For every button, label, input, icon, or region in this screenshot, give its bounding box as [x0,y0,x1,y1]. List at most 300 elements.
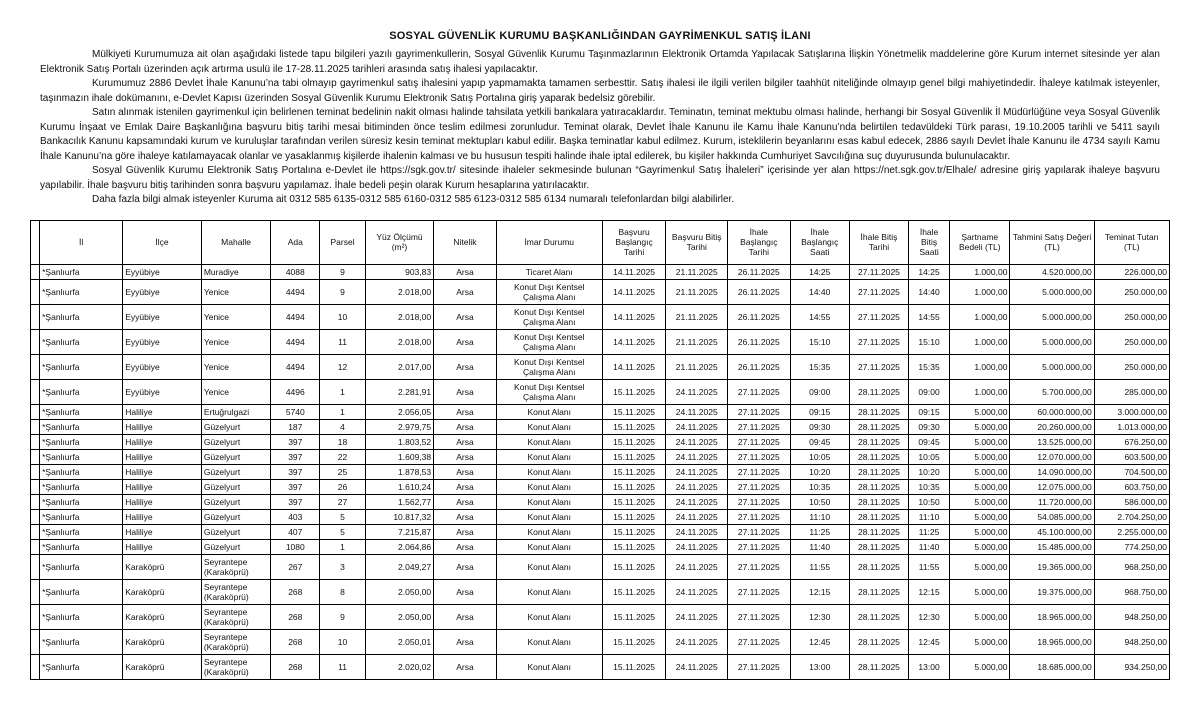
column-header: Tahmini Satış Değeri (TL) [1010,220,1094,264]
table-cell: 28.11.2025 [849,579,908,604]
table-cell: 948.250,00 [1094,629,1169,654]
table-cell: Güzelyurt [201,524,270,539]
table-cell: 24.11.2025 [666,509,728,524]
table-cell: Konut Dışı Kentsel Çalışma Alanı [496,279,602,304]
intro-paragraph: Sosyal Güvenlik Kurumu Elektronik Satış Portalına e-Devlet ile https://sgk.gov.tr/ sitesinde ihaleler sekmesinde bulunan “Gayrimenkul Satış İhaleleri” içerisinde yer alan https://net.sgk.gov.tr/Elhale/ adresine giriş yapılarak ihaleye başvuru yapılabilir. İhale başvuru bitiş tarihinden sonra başvuru yapılamaz. İhale bedeli peşin olarak Kurum hesaplarına yatırılacaktır. [40,165,1160,191]
table-cell: 268 [271,654,320,679]
table-cell: 2.049,27 [365,554,433,579]
table-cell: 15.11.2025 [602,494,666,509]
table-cell: Yenice [201,279,270,304]
table-cell: 14.11.2025 [602,304,666,329]
table-cell: 10:05 [790,449,849,464]
table-cell: 26.11.2025 [727,329,790,354]
table-cell: Konut Alanı [496,404,602,419]
table-cell: 27.11.2025 [727,434,790,449]
table-row [31,404,1170,419]
table-cell: 27.11.2025 [727,494,790,509]
column-header: Şartname Bedeli (TL) [950,220,1010,264]
table-cell: 12.070.000,00 [1010,449,1094,464]
table-cell: Güzelyurt [201,464,270,479]
table-cell: 09:45 [909,434,950,449]
table-cell: 15.11.2025 [602,509,666,524]
table-cell: 250.000,00 [1094,304,1169,329]
table-cell: 15.11.2025 [602,479,666,494]
table-cell: 26 [320,479,366,494]
table-cell: 10:35 [909,479,950,494]
spacer-cell [31,509,40,524]
table-cell: Arsa [434,404,497,419]
table-cell: 250.000,00 [1094,279,1169,304]
table-cell: 1.000,00 [950,264,1010,279]
table-cell: 27.11.2025 [727,579,790,604]
table-cell: 13.525.000,00 [1010,434,1094,449]
table-cell: 27.11.2025 [727,524,790,539]
table-cell: 18.965.000,00 [1010,604,1094,629]
table-cell: Konut Alanı [496,579,602,604]
spacer-cell [31,604,40,629]
table-cell: 407 [271,524,320,539]
table-cell: Güzelyurt [201,419,270,434]
table-cell: 4496 [271,379,320,404]
table-cell: 5740 [271,404,320,419]
table-cell: 28.11.2025 [849,479,908,494]
table-cell: *Şanlıurfa [40,539,123,554]
table-row [31,419,1170,434]
table-cell: 19.365.000,00 [1010,554,1094,579]
table-cell: Haliliye [123,494,202,509]
table-cell: 285.000,00 [1094,379,1169,404]
table-cell: 10 [320,304,366,329]
table-cell: 10:05 [909,449,950,464]
table-cell: *Şanlıurfa [40,264,123,279]
table-cell: 3 [320,554,366,579]
table-cell: 09:15 [790,404,849,419]
table-cell: 397 [271,464,320,479]
table-cell: 21.11.2025 [666,279,728,304]
table-cell: 13:00 [790,654,849,679]
table-cell: 25 [320,464,366,479]
table-cell: 5.000,00 [950,419,1010,434]
table-cell: 12:15 [790,579,849,604]
table-cell: 24.11.2025 [666,479,728,494]
table-cell: 12:15 [909,579,950,604]
table-cell: Güzelyurt [201,539,270,554]
table-cell: Arsa [434,419,497,434]
table-cell: Güzelyurt [201,479,270,494]
table-cell: 10 [320,629,366,654]
table-cell: 2.704.250,00 [1094,509,1169,524]
table-cell: 15.11.2025 [602,579,666,604]
table-cell: 28.11.2025 [849,419,908,434]
table-cell: *Şanlıurfa [40,404,123,419]
table-cell: 12:45 [909,629,950,654]
table-cell: 268 [271,604,320,629]
table-cell: Güzelyurt [201,449,270,464]
table-cell: 1.610,24 [365,479,433,494]
spacer-cell [31,654,40,679]
table-cell: 3.000.000,00 [1094,404,1169,419]
table-cell: 14.11.2025 [602,329,666,354]
table-cell: 11:55 [790,554,849,579]
table-cell: 10:35 [790,479,849,494]
table-cell: 54.085.000,00 [1010,509,1094,524]
table-cell: 1.000,00 [950,329,1010,354]
table-cell: Arsa [434,539,497,554]
table-cell: Arsa [434,434,497,449]
table-cell: 586.000,00 [1094,494,1169,509]
table-cell: 4494 [271,354,320,379]
table-cell: 15:10 [909,329,950,354]
table-cell: 19.375.000,00 [1010,579,1094,604]
table-cell: 15.11.2025 [602,464,666,479]
table-cell: 11:10 [790,509,849,524]
table-cell: Eyyübiye [123,329,202,354]
table-cell: 21.11.2025 [666,304,728,329]
table-cell: 11.720.000,00 [1010,494,1094,509]
table-cell: 14.090.000,00 [1010,464,1094,479]
table-cell: Eyyübiye [123,304,202,329]
table-cell: 5.000,00 [950,629,1010,654]
table-cell: Arsa [434,264,497,279]
table-cell: 24.11.2025 [666,604,728,629]
table-cell: 5.000.000,00 [1010,329,1094,354]
table-cell: 15.11.2025 [602,604,666,629]
table-cell: 24.11.2025 [666,379,728,404]
table-cell: 18 [320,434,366,449]
table-cell: *Şanlıurfa [40,654,123,679]
table-cell: 12.075.000,00 [1010,479,1094,494]
table-cell: Haliliye [123,419,202,434]
table-cell: Seyrantepe (Karaköprü) [201,629,270,654]
table-cell: 5.000.000,00 [1010,279,1094,304]
table-cell: 2.255.000,00 [1094,524,1169,539]
table-cell: 18.965.000,00 [1010,629,1094,654]
table-cell: 4494 [271,279,320,304]
spacer-cell [31,264,40,279]
table-cell: 21.11.2025 [666,329,728,354]
table-cell: 27.11.2025 [849,304,908,329]
table-cell: Konut Dışı Kentsel Çalışma Alanı [496,379,602,404]
table-cell: Arsa [434,379,497,404]
table-cell: 968.250,00 [1094,554,1169,579]
table-cell: 5.000,00 [950,579,1010,604]
table-cell: 28.11.2025 [849,554,908,579]
table-cell: 15.11.2025 [602,379,666,404]
table-cell: 948.250,00 [1094,604,1169,629]
table-cell: Eyyübiye [123,279,202,304]
table-cell: *Şanlıurfa [40,524,123,539]
column-header: Teminat Tutarı (TL) [1094,220,1169,264]
column-header: Başvuru Başlangıç Tarihi [602,220,666,264]
table-cell: 13:00 [909,654,950,679]
table-cell: 15:35 [790,354,849,379]
table-cell: 14.11.2025 [602,279,666,304]
table-cell: 1080 [271,539,320,554]
table-cell: 4.520.000,00 [1010,264,1094,279]
table-cell: *Şanlıurfa [40,554,123,579]
table-cell: 22 [320,449,366,464]
spacer-column-header [31,220,40,264]
table-cell: 09:00 [909,379,950,404]
table-cell: 27.11.2025 [727,449,790,464]
intro-paragraph: Mülkiyeti Kurumumuza ait olan aşağıdaki listede tapu bilgileri yazılı gayrimenkullerin, Sosyal Güvenlik Kurumu Taşınmazlarının Elektronik Ortamda Yapılacak Satışlarına İlişkin Yönetmelik maddelerine göre Kurum internet sitesinde yer alan Elektronik Satış Portalı üzerinden açık artırma usulü ile 17-28.11.2025 tarihleri arasında satış ihalesi yapılacaktır. [40,49,1160,75]
table-cell: 5.000,00 [950,464,1010,479]
table-cell: 5.000,00 [950,539,1010,554]
table-cell: 2.050,00 [365,579,433,604]
table-cell: Arsa [434,604,497,629]
table-cell: 15:10 [790,329,849,354]
table-cell: *Şanlıurfa [40,279,123,304]
spacer-cell [31,379,40,404]
column-header: İl [40,220,123,264]
table-cell: 968.750,00 [1094,579,1169,604]
table-cell: 15.11.2025 [602,554,666,579]
table-cell: *Şanlıurfa [40,464,123,479]
table-cell: 2.056,05 [365,404,433,419]
table-cell: 10:20 [790,464,849,479]
table-row [31,509,1170,524]
table-cell: 1.000,00 [950,304,1010,329]
table-cell: 15.11.2025 [602,629,666,654]
listings-table [30,220,1170,680]
table-cell: 27.11.2025 [727,404,790,419]
table-cell: 28.11.2025 [849,604,908,629]
table-cell: 27.11.2025 [727,509,790,524]
table-cell: Konut Alanı [496,494,602,509]
spacer-cell [31,554,40,579]
table-cell: 397 [271,434,320,449]
table-cell: 60.000.000,00 [1010,404,1094,419]
table-row [31,539,1170,554]
table-cell: 27.11.2025 [727,604,790,629]
table-cell: 250.000,00 [1094,329,1169,354]
table-cell: Eyyübiye [123,354,202,379]
table-cell: 1 [320,379,366,404]
table-row [31,434,1170,449]
table-cell: *Şanlıurfa [40,604,123,629]
table-cell: Haliliye [123,404,202,419]
table-cell: 5.000,00 [950,449,1010,464]
table-cell: 24.11.2025 [666,404,728,419]
table-cell: Haliliye [123,479,202,494]
table-cell: Arsa [434,579,497,604]
spacer-cell [31,279,40,304]
table-cell: 4088 [271,264,320,279]
table-cell: Güzelyurt [201,434,270,449]
table-cell: Haliliye [123,509,202,524]
table-cell: Konut Alanı [496,449,602,464]
spacer-cell [31,524,40,539]
table-cell: 15.11.2025 [602,449,666,464]
spacer-cell [31,539,40,554]
page-title: SOSYAL GÜVENLİK KURUMU BAŞKANLIĞINDAN GAYRİMENKUL SATIŞ İLANI [389,30,811,42]
table-cell: 11:40 [790,539,849,554]
column-header: İhale Başlangıç Tarihi [727,220,790,264]
table-cell: Konut Dışı Kentsel Çalışma Alanı [496,354,602,379]
table-cell: Konut Alanı [496,419,602,434]
table-cell: 2.050,01 [365,629,433,654]
table-cell: Güzelyurt [201,494,270,509]
table-cell: 5.000,00 [950,604,1010,629]
table-cell: Seyrantepe (Karaköprü) [201,579,270,604]
table-cell: 5 [320,509,366,524]
table-cell: *Şanlıurfa [40,379,123,404]
column-header: İhale Başlangıç Saati [790,220,849,264]
table-cell: 1.878,53 [365,464,433,479]
table-cell: 774.250,00 [1094,539,1169,554]
table-cell: 1 [320,404,366,419]
table-cell: 15.11.2025 [602,524,666,539]
table-cell: Seyrantepe (Karaköprü) [201,604,270,629]
table-cell: 2.050,00 [365,604,433,629]
table-cell: 11:40 [909,539,950,554]
table-cell: 14.11.2025 [602,264,666,279]
table-cell: 2.018,00 [365,279,433,304]
table-cell: Güzelyurt [201,509,270,524]
table-row [31,579,1170,604]
table-cell: 11:25 [909,524,950,539]
table-cell: *Şanlıurfa [40,494,123,509]
table-cell: 24.11.2025 [666,654,728,679]
table-cell: 1.000,00 [950,354,1010,379]
table-cell: 397 [271,479,320,494]
table-cell: Arsa [434,279,497,304]
table-cell: Haliliye [123,449,202,464]
table-cell: 403 [271,509,320,524]
table-cell: Konut Alanı [496,434,602,449]
table-cell: *Şanlıurfa [40,354,123,379]
table-cell: 24.11.2025 [666,434,728,449]
table-cell: Konut Alanı [496,629,602,654]
table-cell: Konut Alanı [496,524,602,539]
table-cell: 7.215,87 [365,524,433,539]
table-cell: 10.817,32 [365,509,433,524]
spacer-cell [31,434,40,449]
table-cell: 24.11.2025 [666,464,728,479]
table-cell: 15.11.2025 [602,434,666,449]
intro-paragraph: Daha fazla bilgi almak isteyenler Kuruma ait 0312 585 6135-0312 585 6160-0312 585 6123-0312 585 6134 numaralı telefonlardan bilgi alabilirler. [92,194,735,205]
table-cell: 28.11.2025 [849,379,908,404]
spacer-cell [31,354,40,379]
table-cell: *Şanlıurfa [40,629,123,654]
table-cell: 1.000,00 [950,379,1010,404]
table-cell: 14:55 [790,304,849,329]
table-cell: 5.000,00 [950,494,1010,509]
table-cell: 45.100.000,00 [1010,524,1094,539]
table-cell: 24.11.2025 [666,539,728,554]
table-cell: 12 [320,354,366,379]
table-cell: 1.013.000,00 [1094,419,1169,434]
table-cell: 10:50 [790,494,849,509]
table-cell: 14:25 [790,264,849,279]
table-cell: Haliliye [123,539,202,554]
table-cell: 24.11.2025 [666,449,728,464]
table-cell: 11 [320,654,366,679]
table-cell: 15.11.2025 [602,539,666,554]
table-cell: 14.11.2025 [602,354,666,379]
table-cell: 4494 [271,304,320,329]
table-cell: 28.11.2025 [849,509,908,524]
table-cell: 2.979,75 [365,419,433,434]
table-row [31,629,1170,654]
table-cell: 27.11.2025 [849,264,908,279]
table-cell: Haliliye [123,464,202,479]
column-header: Nitelik [434,220,497,264]
table-cell: 15:35 [909,354,950,379]
table-cell: 24.11.2025 [666,629,728,654]
table-cell: 9 [320,264,366,279]
table-cell: 27.11.2025 [727,419,790,434]
table-cell: Haliliye [123,434,202,449]
table-cell: Karaköprü [123,604,202,629]
table-cell: 20.260.000,00 [1010,419,1094,434]
table-cell: Konut Dışı Kentsel Çalışma Alanı [496,304,602,329]
table-cell: 4 [320,419,366,434]
intro-paragraph: Kurumumuz 2886 Devlet İhale Kanunu’na tabi olmayıp gayrimenkul satış ihalesini yapıp yapmamakta tamamen serbesttir. Satış ihalesi ile ilgili verilen bilgiler taahhüt niteliğinde olmayıp genel bilgi mahiyetindedir. İhaleye katılmak isteyenler, taşınmazın ihale dokümanını, e-Devlet Kapısı üzerinden Sosyal Güvenlik Kurumu Elektronik Satış Portalına giriş yaparak bedelsiz görebilir. [40,78,1160,104]
table-cell: 09:30 [790,419,849,434]
table-cell: 1.562,77 [365,494,433,509]
table-cell: Yenice [201,304,270,329]
column-header: Mahalle [201,220,270,264]
table-body [31,264,1170,679]
table-cell: 27 [320,494,366,509]
table-cell: 28.11.2025 [849,434,908,449]
table-cell: Arsa [434,629,497,654]
table-cell: Konut Alanı [496,479,602,494]
column-header: Ada [271,220,320,264]
table-row [31,554,1170,579]
table-cell: 09:30 [909,419,950,434]
table-cell: 2.064,86 [365,539,433,554]
table-cell: 10:20 [909,464,950,479]
table-cell: 1.803,52 [365,434,433,449]
table-cell: Konut Alanı [496,604,602,629]
table-cell: 1.000,00 [950,279,1010,304]
table-cell: Arsa [434,509,497,524]
table-row [31,264,1170,279]
table-row [31,524,1170,539]
table-cell: 27.11.2025 [849,279,908,304]
table-cell: Arsa [434,554,497,579]
intro-paragraph: Satın alınmak istenilen gayrimenkul için belirlenen teminat bedelinin nakit olması halinde tahsilata yetkili bankalara yatıracaklardır. Teminatın, teminat mektubu olması halinde, herhangi bir Sosyal Güvenlik İl Müdürlüğüne veya Sosyal Güvenlik Kurumu İnşaat ve Emlak Daire Başkanlığına başvuru bitiş tarihi mesai bitiminden önce teslim edilmesi zorunludur. Teminat olarak, Devlet İhale Kanunu ile Kamu İhale Kanunu’nda belirtilen tedavüldeki Türk parası, 19.10.2005 tarihli ve 5411 sayılı Bankacılık Kanunu kapsamındaki kurum ve kuruluşlar tarafından verilen süresiz kesin teminat mektupları kabul edilir. Başka teminatlar kabul edilmez. Kurum, isteklilerin beyanlarını esas kabul edecek, 2886 sayılı Devlet İhale Kanunu ile 4734 sayılı Kamu İhale Kanunu’na göre ihaleye katılamayacak olanlar ve yasaklanmış kişilerde ihalenin kalması ve bu hususun tespiti halinde ihale iptal edilerek, bu kişiler hakkında Cumhuriyet Savcılığına suç duyurusunda bulunulacaktır. [40,107,1160,162]
table-row [31,379,1170,404]
table-cell: 14:40 [909,279,950,304]
table-cell: Haliliye [123,524,202,539]
table-cell: 15.11.2025 [602,404,666,419]
table-cell: 24.11.2025 [666,524,728,539]
table-cell: *Şanlıurfa [40,329,123,354]
table-cell: Konut Alanı [496,509,602,524]
table-cell: 267 [271,554,320,579]
intro-text [40,48,1160,208]
table-cell: *Şanlıurfa [40,434,123,449]
column-header: İhale Bitiş Tarihi [849,220,908,264]
table-cell: Konut Dışı Kentsel Çalışma Alanı [496,329,602,354]
table-cell: 26.11.2025 [727,264,790,279]
table-cell: 934.250,00 [1094,654,1169,679]
table-cell: Eyyübiye [123,379,202,404]
table-cell: 5.000,00 [950,434,1010,449]
table-row [31,449,1170,464]
table-cell: 28.11.2025 [849,404,908,419]
spacer-cell [31,449,40,464]
spacer-cell [31,579,40,604]
table-cell: 268 [271,629,320,654]
table-cell: Konut Alanı [496,554,602,579]
table-cell: 12:30 [909,604,950,629]
table-row [31,464,1170,479]
table-cell: 11 [320,329,366,354]
